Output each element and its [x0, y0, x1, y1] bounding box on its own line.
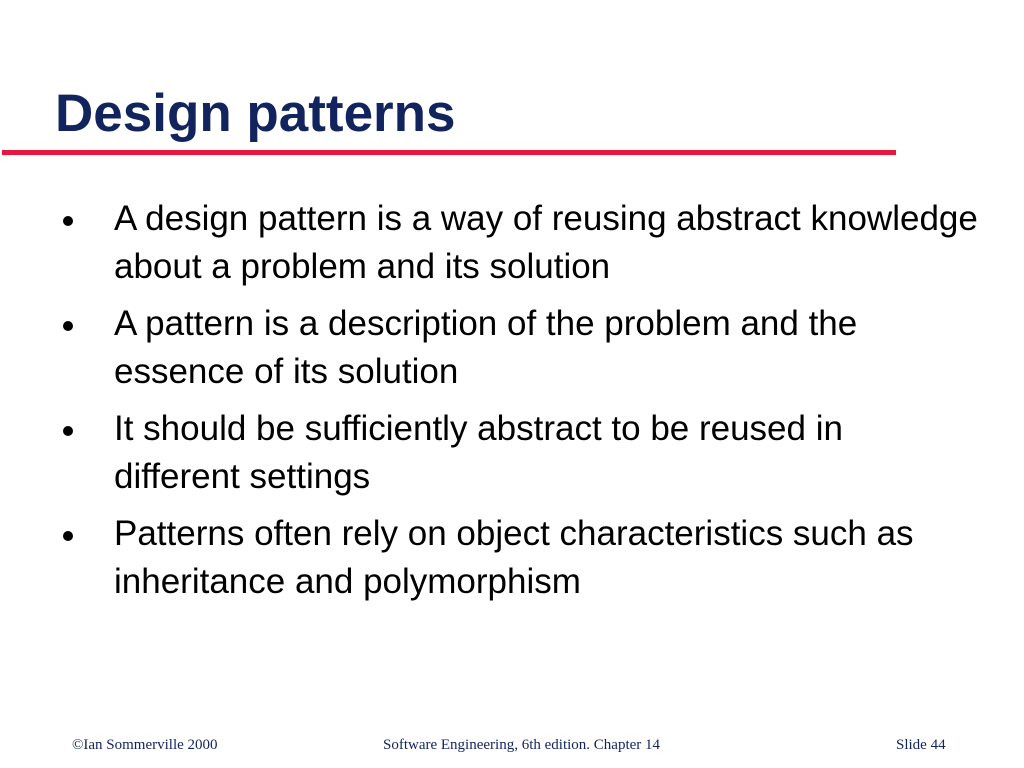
bullet-text: It should be sufficiently abstract to be reused in different settings [114, 409, 843, 496]
title-underline-rule [2, 150, 896, 155]
slide-title: Design patterns [55, 84, 456, 143]
bullet-text: A design pattern is a way of reusing abstract knowledge about a problem and its solution [114, 199, 978, 286]
bullet-dot-icon [63, 216, 73, 226]
footer-book-title: Software Engineering, 6th edition. Chapter 14 [383, 737, 661, 753]
bullet-list [58, 195, 978, 615]
bullet-item [58, 510, 978, 606]
bullet-text: Patterns often rely on object characteristics such as inheritance and polymorphism [114, 514, 914, 601]
bullet-dot-icon [63, 531, 73, 541]
bullet-item [58, 195, 978, 291]
bullet-item [58, 405, 978, 501]
footer-slide-number: Slide 44 [896, 737, 946, 753]
footer-copyright: ©Ian Sommerville 2000 [72, 737, 218, 753]
bullet-text: A pattern is a description of the problem and the essence of its solution [114, 304, 858, 391]
bullet-dot-icon [63, 426, 73, 436]
bullet-dot-icon [63, 321, 73, 331]
bullet-item [58, 300, 978, 396]
